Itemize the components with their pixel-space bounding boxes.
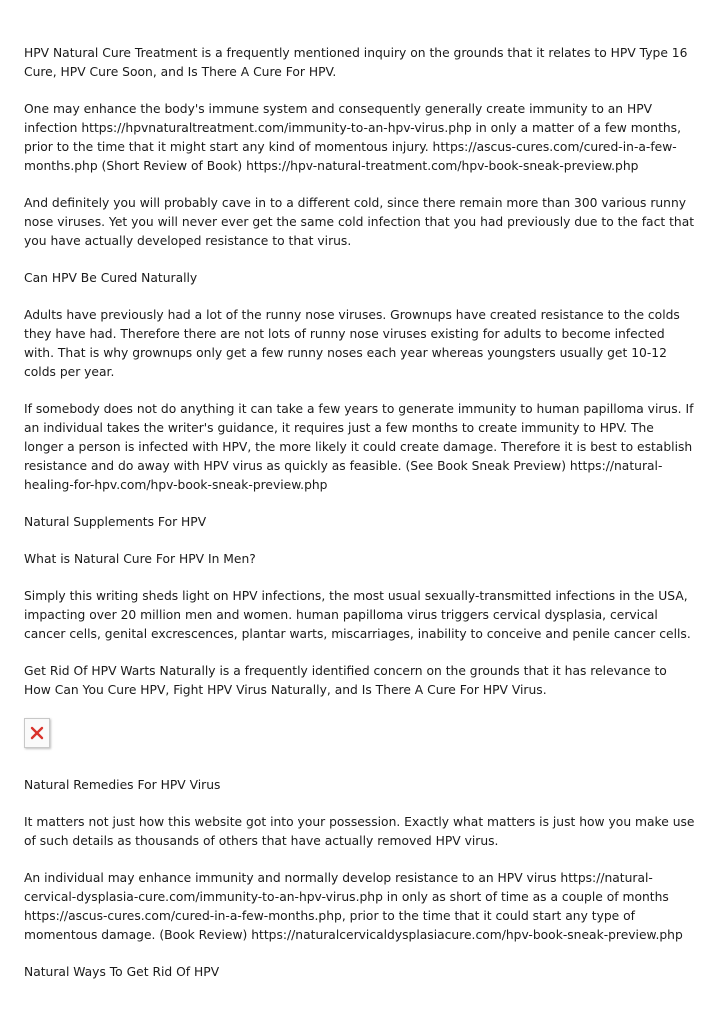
paragraph-enhance-immunity: An individual may enhance immunity and normally develop resistance to an HPV virus https://natural-cervical-dysplasia-cure.com/immunity-to-an-hpv-virus.php in only as short of time as a couple of months https://ascus-cures.com/cured-in-a-few-months.php, prior to the time that it could start any type of momentous damage. (Book Review) https://naturalcervicaldysplasiacure.com/hpv-book-sneak-preview.php bbox=[24, 871, 683, 942]
heading-natural-ways: Natural Ways To Get Rid Of HPV bbox=[24, 965, 220, 979]
paragraph-cold-viruses: And definitely you will probably cave in to a different cold, since there remain more than 300 various runny nose viruses. Yet you will never ever get the same cold infection that you had previously due to the fact that you have actually developed resistance to that virus. bbox=[24, 196, 695, 248]
paragraph-website-possession: It matters not just how this website got into your possession. Exactly what matters is just how you make use of such details as thousands of others that have actually removed HPV virus. bbox=[24, 815, 695, 848]
heading-natural-supplements: Natural Supplements For HPV bbox=[24, 515, 207, 529]
paragraph-hpv-infections: Simply this writing sheds light on HPV infections, the most usual sexually-transmitted infections in the USA, impacting over 20 million men and women. human papilloma virus triggers cervical dysplasia, cervical cancer cells, genital excrescences, plantar warts, miscarriages, inability to conceive and penile cancer cells. bbox=[24, 589, 691, 641]
broken-image-icon bbox=[24, 718, 50, 748]
paragraph-get-rid-warts: Get Rid Of HPV Warts Naturally is a frequently identified concern on the grounds that it has relevance to How Can You Cure HPV, Fight HPV Virus Naturally, and Is There A Cure For HPV Virus. bbox=[24, 664, 667, 697]
document-body bbox=[24, 44, 696, 1000]
paragraph-immune-system: One may enhance the body's immune system and consequently generally create immunity to an HPV infection https://hpvnaturaltreatment.com/immunity-to-an-hpv-virus.php in only a matter of a few months, prior to the time that it might start any kind of momentous injury. https://ascus-cures.com/cured-in-a-few-months.php (Short Review of Book) https://hpv-natural-treatment.com/hpv-book-sneak-preview.php bbox=[24, 102, 682, 173]
heading-can-hpv-be-cured: Can HPV Be Cured Naturally bbox=[24, 271, 198, 285]
paragraph-adults-colds: Adults have previously had a lot of the runny nose viruses. Grownups have created resistance to the colds they have had. Therefore there are not lots of runny nose viruses existing for adults to become infected with. That is why grownups only get a few runny noses each year whereas youngsters usually get 10-12 colds per year. bbox=[24, 308, 680, 379]
paragraph-immunity-time: If somebody does not do anything it can take a few years to generate immunity to human papilloma virus. If an individual takes the writer's guidance, it requires just a few months to create immunity to HPV. The longer a person is infected with HPV, the more likely it could create damage. Therefore it is best to establish resistance and do away with HPV virus as quickly as feasible. (See Book Sneak Preview) https://natural-healing-for-hpv.com/hpv-book-sneak-preview.php bbox=[24, 402, 694, 492]
close-icon bbox=[30, 726, 44, 740]
heading-natural-cure-men: What is Natural Cure For HPV In Men? bbox=[24, 552, 256, 566]
paragraph-intro: HPV Natural Cure Treatment is a frequently mentioned inquiry on the grounds that it relates to HPV Type 16 Cure, HPV Cure Soon, and Is There A Cure For HPV. bbox=[24, 46, 688, 79]
heading-natural-remedies: Natural Remedies For HPV Virus bbox=[24, 778, 221, 792]
